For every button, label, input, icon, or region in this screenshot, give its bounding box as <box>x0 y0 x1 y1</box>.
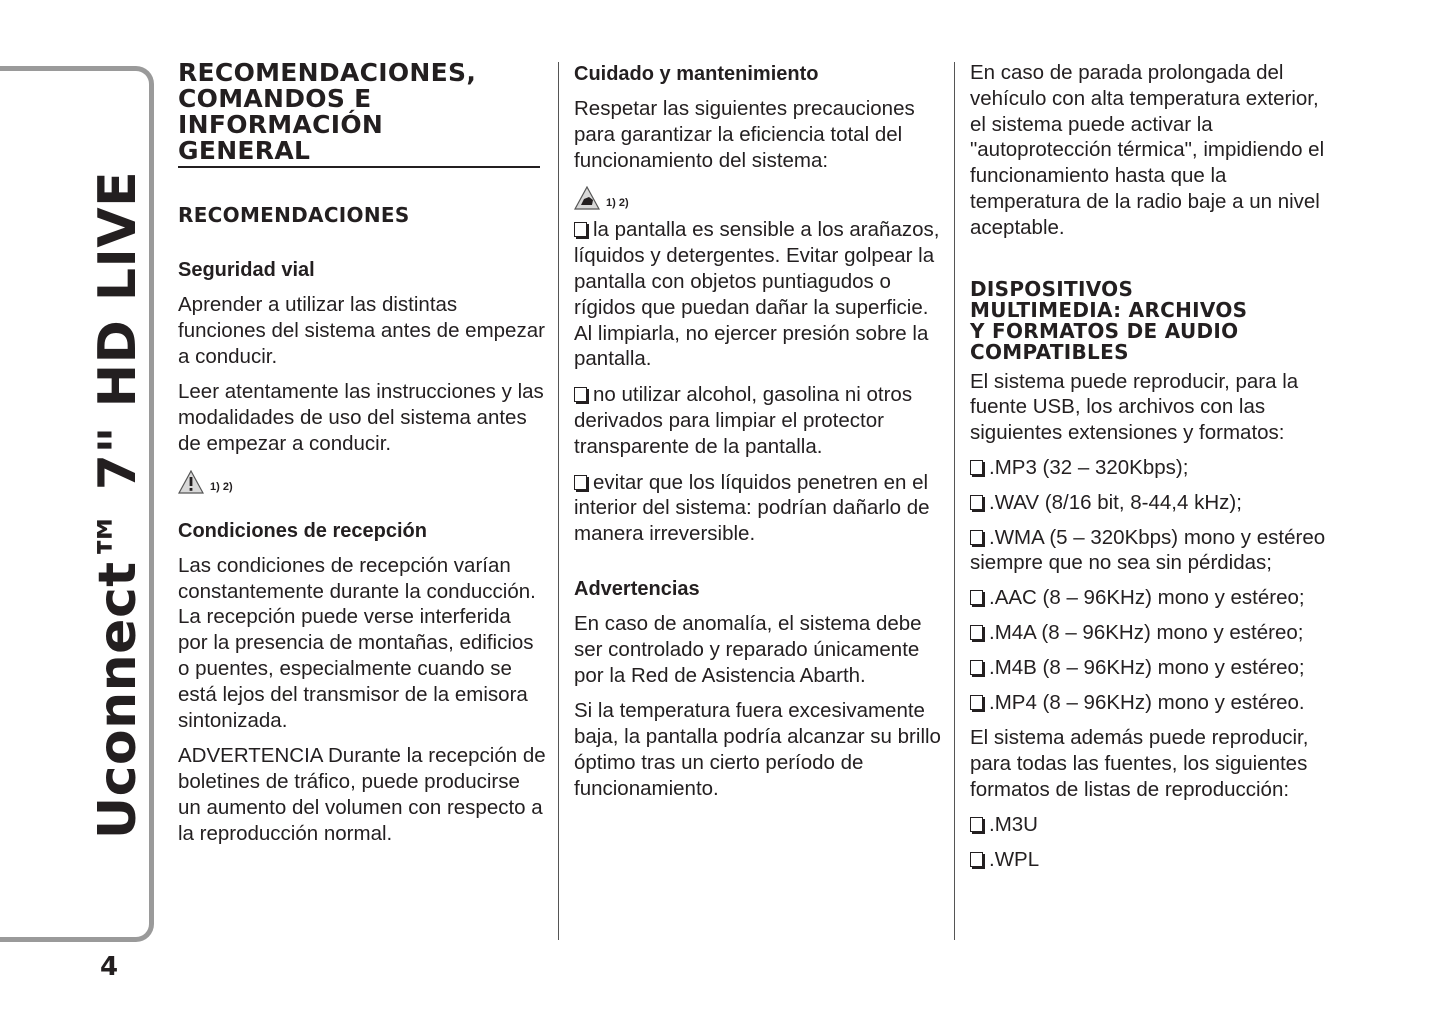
section-heading-multimedia <box>970 276 1340 364</box>
playlist-format-text: .M3U <box>989 812 1038 836</box>
format-text: .WAV (8/16 bit, 8-44,4 kHz); <box>989 490 1242 514</box>
format-text: .M4B (8 – 96KHz) mono y estéreo; <box>989 655 1305 679</box>
chapter-heading-line: INFORMACIÓN <box>178 110 384 139</box>
bullet-item <box>574 217 944 372</box>
caution-refs: 1) 2) <box>606 197 629 210</box>
warning-refs: 1) 2) <box>210 480 233 493</box>
subheading-reception: Condiciones de recepción <box>178 519 427 542</box>
subheading-warnings: Advertencias <box>574 577 700 600</box>
paragraph: ADVERTENCIA Durante la recepción de boletines de tráfico, puede producirse un aumento del volumen con respecto a la reproducción normal. <box>178 744 546 845</box>
format-text: .M4A (8 – 96KHz) mono y estéreo; <box>989 620 1304 644</box>
bullet-item <box>574 470 944 547</box>
checkbox-bullet-icon <box>574 222 587 237</box>
checkbox-bullet-icon <box>970 495 983 510</box>
checkbox-bullet-icon <box>574 387 587 402</box>
format-item <box>970 490 1340 516</box>
caution-reference <box>574 183 944 213</box>
checkbox-bullet-icon <box>970 817 983 832</box>
column-divider <box>954 62 955 940</box>
format-text: .MP4 (8 – 96KHz) mono y estéreo. <box>989 690 1305 714</box>
checkbox-bullet-icon <box>970 695 983 710</box>
playlist-format-item <box>970 812 1340 838</box>
bullet-text: la pantalla es sensible a los arañazos, líquidos y detergentes. Evitar golpear la pantalla con objetos puntiagudos o rígidos que puedan dañar la superficie. Al limpiarla, no ejercer presión sobre la pantalla. <box>574 218 940 371</box>
warning-reference <box>178 467 546 497</box>
format-item <box>970 620 1340 646</box>
format-item <box>970 455 1340 481</box>
format-item <box>970 690 1340 716</box>
warning-triangle-icon <box>178 470 204 494</box>
playlist-format-item <box>970 847 1340 873</box>
chapter-heading <box>178 60 540 168</box>
bullet-text: no utilizar alcohol, gasolina ni otros derivados para limpiar el protector transparente de la pantalla. <box>574 383 913 458</box>
paragraph: Leer atentamente las instrucciones y las modalidades de uso del sistema antes de empezar a conducir. <box>178 380 544 455</box>
section-heading-recomendaciones: RECOMENDACIONES <box>178 203 410 227</box>
chapter-heading-line: COMANDOS E <box>178 84 372 113</box>
paragraph: En caso de parada prolongada del vehículo con alta temperatura exterior, el sistema puede activar la "autoprotección térmica", impidiendo el funcionamiento hasta que la temperatura de la radio baje a un nivel aceptable. <box>970 61 1325 239</box>
subheading-road-safety: Seguridad vial <box>178 259 315 281</box>
bullet-text: evitar que los líquidos penetren en el interior del sistema: podrían dañarlo de manera irreversible. <box>574 470 930 546</box>
paragraph: Aprender a utilizar las distintas funciones del sistema antes de empezar a conducir. <box>178 293 545 368</box>
checkbox-bullet-icon <box>970 660 983 675</box>
column-3 <box>970 60 1340 872</box>
side-tab-title: Uconnect™ 7" HD LIVE <box>88 170 148 840</box>
subheading-care: Cuidado y mantenimiento <box>574 63 819 85</box>
paragraph: En caso de anomalía, el sistema debe ser controlado y reparado únicamente por la Red de Asistencia Abarth. <box>574 611 922 687</box>
paragraph: El sistema además puede reproducir, para todas las fuentes, los siguientes formatos de listas de reproducción: <box>970 726 1309 801</box>
checkbox-bullet-icon <box>574 475 587 490</box>
paragraph: El sistema puede reproducir, para la fuente USB, los archivos con las siguientes extensiones y formatos: <box>970 369 1299 445</box>
section-heading-line: MULTIMEDIA: ARCHIVOS <box>970 297 1248 322</box>
chapter-heading-line: GENERAL <box>178 136 311 165</box>
checkbox-bullet-icon <box>970 460 983 475</box>
page-number: 4 <box>100 952 119 982</box>
checkbox-bullet-icon <box>970 625 983 640</box>
playlist-format-text: .WPL <box>989 847 1040 871</box>
chapter-heading-line: RECOMENDACIONES, <box>178 58 477 87</box>
format-item <box>970 525 1340 577</box>
column-1 <box>178 60 546 847</box>
paragraph: Las condiciones de recepción varían constantemente durante la conducción. La recepción puede verse interferida por la presencia de montañas, edificios o puentes, especialmente cuando se está lejos del transmisor de la emisora sintonizada. <box>178 553 536 732</box>
caution-hand-icon <box>574 186 600 210</box>
section-heading-line: DISPOSITIVOS <box>970 276 1134 301</box>
column-divider <box>558 62 559 940</box>
paragraph: Respetar las siguientes precauciones para garantizar la eficiencia total del funcionamiento del sistema: <box>574 97 915 172</box>
paragraph: Si la temperatura fuera excesivamente baja, la pantalla podría alcanzar su brillo óptimo tras un cierto período de funcionamiento. <box>574 699 941 800</box>
format-text: .AAC (8 – 96KHz) mono y estéreo; <box>989 586 1305 610</box>
format-item <box>970 655 1340 681</box>
checkbox-bullet-icon <box>970 590 983 605</box>
format-text: .WMA (5 – 320Kbps) mono y estéreo siempre que no sea sin pérdidas; <box>970 525 1326 575</box>
section-heading-line: COMPATIBLES <box>970 339 1129 364</box>
section-heading-line: Y FORMATOS DE AUDIO <box>970 318 1239 343</box>
format-item <box>970 585 1340 611</box>
checkbox-bullet-icon <box>970 852 983 867</box>
checkbox-bullet-icon <box>970 530 983 545</box>
bullet-item <box>574 382 944 459</box>
format-text: .MP3 (32 – 320Kbps); <box>989 455 1189 479</box>
column-2 <box>574 60 944 802</box>
